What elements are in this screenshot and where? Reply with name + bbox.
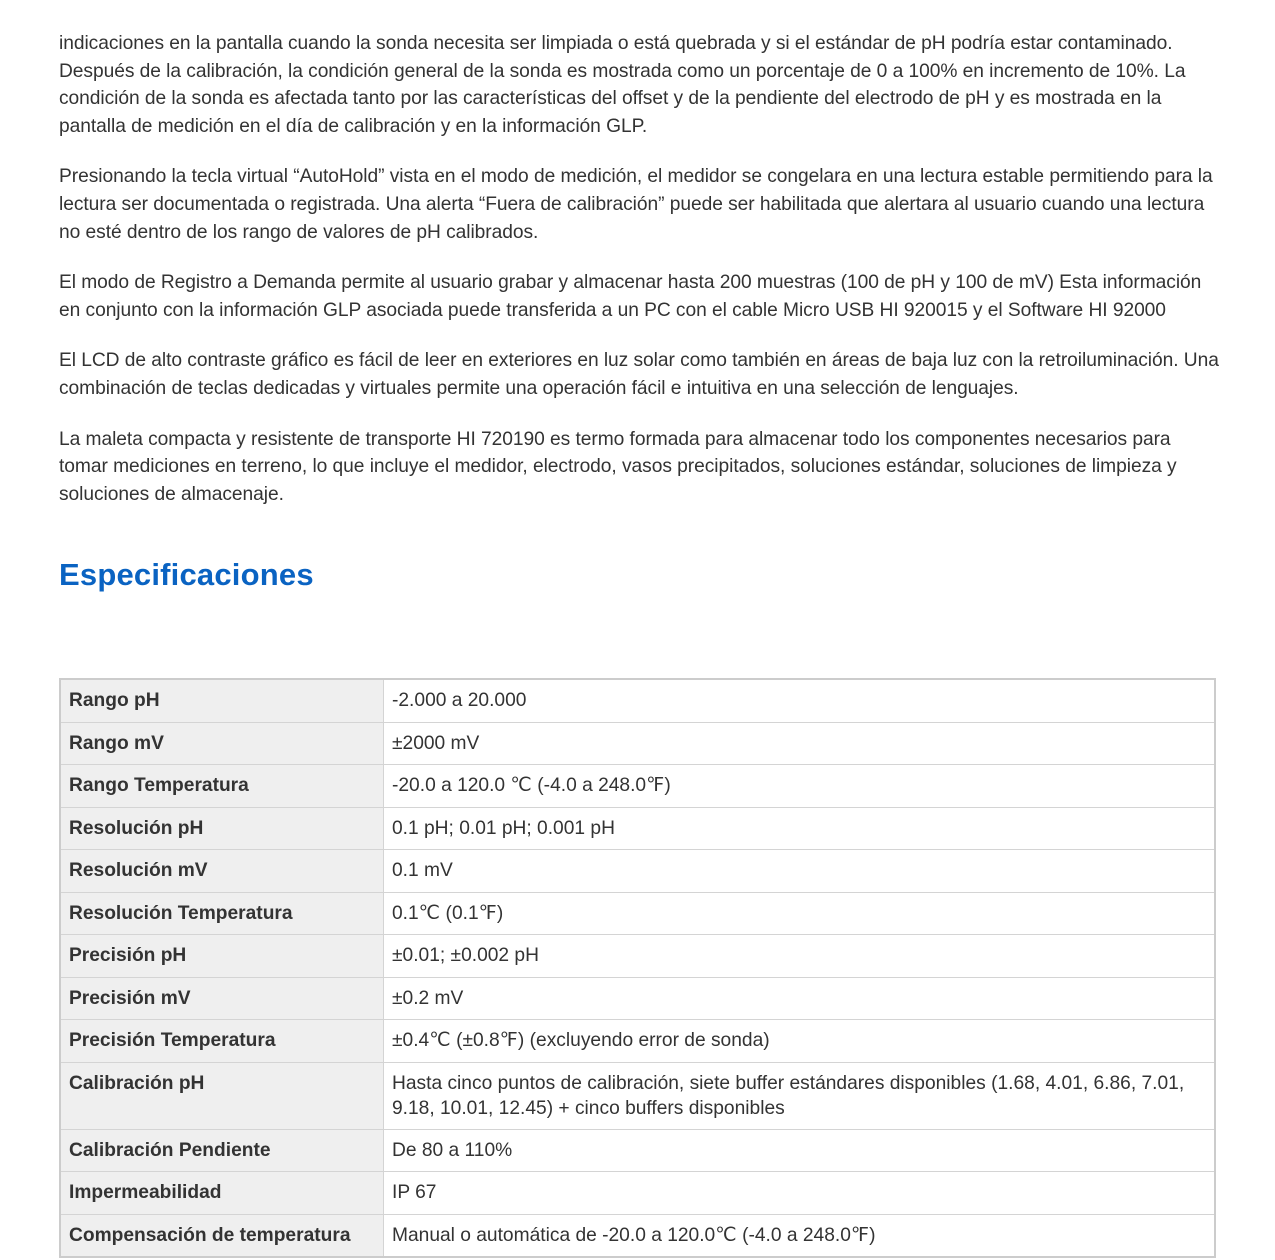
description-paragraph-lcd: El LCD de alto contraste gráfico es fácil de leer en exteriores en luz solar como también en áreas de baja luz con la retroiluminación. Una combinación de teclas dedicadas y virtuales permite una operación fácil e intuitiva en una selección de lenguajes.	[59, 350, 1219, 399]
table-row	[60, 1129, 1215, 1172]
product-description	[59, 30, 1219, 595]
description-paragraph-carrying-case: La maleta compacta y resistente de transporte HI 720190 es termo formada para almacenar todo los componentes necesarios para tomar mediciones en terreno, lo que incluye el medidor, electrodo, vasos precipitados, soluciones estándar, soluciones de limpieza y soluciones de almacenaje.	[59, 428, 1177, 505]
spec-value: ±2000 mV	[384, 722, 1216, 765]
description-paragraph-autohold: Presionando la tecla virtual “AutoHold” vista en el modo de medición, el medidor se congelara en una lectura estable permitiendo para la lectura ser documentada o registrada. Una alerta “Fuera de calibración” puede ser habilitada que alertara al usuario cuando una lectura no esté dentro de los rango de valores de pH calibrados.	[59, 166, 1213, 243]
spec-label: Resolución Temperatura	[60, 892, 384, 935]
spec-value: -2.000 a 20.000	[384, 679, 1216, 722]
spec-label: Rango mV	[60, 722, 384, 765]
description-paragraph-probe-condition: indicaciones en la pantalla cuando la sonda necesita ser limpiada o está quebrada y si el estándar de pH podría estar contaminado. Después de la calibración, la condición general de la sonda es mostrada como un porcentaje de 0 a 100% en incremento de 10%. La condición de la sonda es afectada tanto por las características del offset y de la pendiente del electrodo de pH y es mostrada en la pantalla de medición en el día de calibración y en la información GLP.	[59, 33, 1186, 137]
table-row	[60, 722, 1215, 765]
spec-label: Calibración Pendiente	[60, 1129, 384, 1172]
spec-label: Resolución mV	[60, 850, 384, 893]
description-paragraph-logging: El modo de Registro a Demanda permite al usuario grabar y almacenar hasta 200 muestras (100 de pH y 100 de mV) Esta información en conjunto con la información GLP asociada puede transferida a un PC con el cable Micro USB HI 920015 y el Software HI 92000	[59, 272, 1202, 321]
spec-label: Compensación de temperatura	[60, 1214, 384, 1257]
table-row	[60, 935, 1215, 978]
table-row	[60, 1172, 1215, 1215]
table-row	[60, 679, 1215, 722]
spec-label: Resolución pH	[60, 807, 384, 850]
spec-value: IP 67	[384, 1172, 1216, 1215]
specifications-table	[59, 678, 1216, 1258]
table-row	[60, 1214, 1215, 1257]
spec-label: Rango pH	[60, 679, 384, 722]
table-row	[60, 850, 1215, 893]
spec-value: ±0.01; ±0.002 pH	[384, 935, 1216, 978]
spec-label: Rango Temperatura	[60, 765, 384, 808]
spec-value: 0.1 mV	[384, 850, 1216, 893]
spec-value: ±0.4℃ (±0.8℉) (excluyendo error de sonda)	[384, 1020, 1216, 1063]
table-row	[60, 807, 1215, 850]
spec-value: ±0.2 mV	[384, 977, 1216, 1020]
table-row	[60, 765, 1215, 808]
spec-value: Hasta cinco puntos de calibración, siete buffer estándares disponibles (1.68, 4.01, 6.86, 7.01, 9.18, 10.01, 12.45) + cinco buffers disponibles	[384, 1062, 1216, 1129]
spec-label: Calibración pH	[60, 1062, 384, 1129]
specifications-heading: Especificaciones	[59, 557, 314, 593]
spec-value: -20.0 a 120.0 ℃ (-4.0 a 248.0℉)	[384, 765, 1216, 808]
table-row	[60, 1062, 1215, 1129]
spec-label: Precisión pH	[60, 935, 384, 978]
table-row	[60, 1020, 1215, 1063]
table-row	[60, 977, 1215, 1020]
spec-value: 0.1 pH; 0.01 pH; 0.001 pH	[384, 807, 1216, 850]
spec-label: Impermeabilidad	[60, 1172, 384, 1215]
spec-value: De 80 a 110%	[384, 1129, 1216, 1172]
table-row	[60, 892, 1215, 935]
spec-label: Precisión mV	[60, 977, 384, 1020]
spec-value: Manual o automática de -20.0 a 120.0℃ (-4.0 a 248.0℉)	[384, 1214, 1216, 1257]
spec-value: 0.1℃ (0.1℉)	[384, 892, 1216, 935]
spec-label: Precisión Temperatura	[60, 1020, 384, 1063]
